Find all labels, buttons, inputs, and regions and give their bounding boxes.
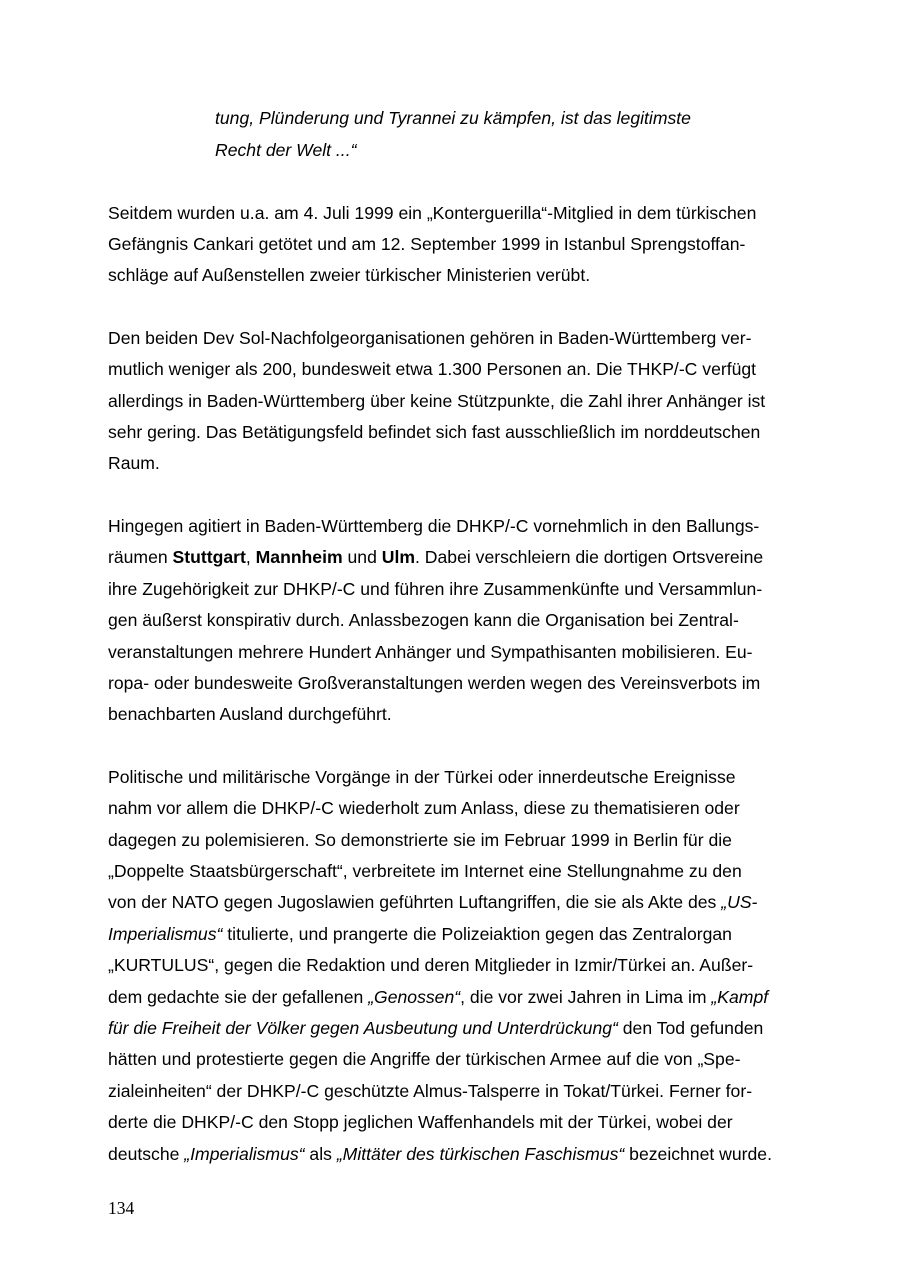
text-run: und xyxy=(342,547,382,567)
text-run: räumen xyxy=(108,547,173,567)
paragraph-line: allerdings in Baden-Württemberg über keine Stützpunkte, die Zahl ihrer Anhänger ist xyxy=(108,391,766,411)
paragraph-line: veranstaltungen mehrere Hundert Anhänger und Sympathisanten mobilisieren. Eu- xyxy=(108,642,753,662)
paragraph-line: Seitdem wurden u.a. am 4. Juli 1999 ein „Konterguerilla“-Mitglied in dem türkischen xyxy=(108,203,757,223)
text-run: als xyxy=(304,1144,337,1164)
text-run: von der NATO gegen Jugoslawien geführten Luftangriffen, die sie als Akte des xyxy=(108,892,722,912)
text-run: deutsche xyxy=(108,1144,185,1164)
paragraph-line: hätten und protestierte gegen die Angriffe der türkischen Armee auf die von „Spe- xyxy=(108,1049,741,1069)
bold-city: Stuttgart xyxy=(172,547,246,567)
paragraph-line: benachbarten Ausland durchgeführt. xyxy=(108,704,392,724)
paragraph-line xyxy=(108,892,757,912)
italic-quote: „US- xyxy=(721,892,758,912)
paragraph-line: gen äußerst konspirativ durch. Anlassbezogen kann die Organisation bei Zentral- xyxy=(108,610,739,630)
bold-city: Mannheim xyxy=(255,547,343,567)
italic-quote: „Mittäter des türkischen Faschismus“ xyxy=(336,1144,625,1164)
paragraph-line xyxy=(108,1144,772,1164)
paragraph-line: „Doppelte Staatsbürgerschaft“, verbreitete im Internet eine Stellungnahme zu den xyxy=(108,861,742,881)
quote-line: Recht der Welt ...“ xyxy=(215,140,357,160)
paragraph-line xyxy=(108,547,763,567)
page-number: 134 xyxy=(108,1198,135,1218)
paragraph-line: dagegen zu polemisieren. So demonstrierte sie im Februar 1999 in Berlin für die xyxy=(108,830,732,850)
text-run: . Dabei verschleiern die dortigen Ortsvereine xyxy=(415,547,764,567)
paragraph-line: Raum. xyxy=(108,453,160,473)
paragraph-line: Hingegen agitiert in Baden-Württemberg die DHKP/-C vornehmlich in den Ballungs- xyxy=(108,516,760,536)
italic-quote: „Kampf xyxy=(711,987,769,1007)
paragraph-line xyxy=(108,924,732,944)
paragraph-line: mutlich weniger als 200, bundesweit etwa 1.300 Personen an. Die THKP/-C verfügt xyxy=(108,359,757,379)
italic-quote: für die Freiheit der Völker gegen Ausbeutung und Unterdrückung“ xyxy=(108,1018,618,1038)
paragraph-line: Den beiden Dev Sol-Nachfolgeorganisationen gehören in Baden-Württemberg ver- xyxy=(108,328,752,348)
text-run: , die vor zwei Jahren in Lima im xyxy=(460,987,712,1007)
text-run: , xyxy=(245,547,256,567)
text-run: den Tod gefunden xyxy=(617,1018,764,1038)
paragraph-line: zialeinheiten“ der DHKP/-C geschützte Almus-Talsperre in Tokat/Türkei. Ferner for- xyxy=(108,1081,753,1101)
paragraph-line: nahm vor allem die DHKP/-C wiederholt zum Anlass, diese zu thematisieren oder xyxy=(108,798,740,818)
paragraph-line: Gefängnis Cankari getötet und am 12. September 1999 in Istanbul Sprengstoffan- xyxy=(108,234,746,254)
paragraph-line: derte die DHKP/-C den Stopp jeglichen Waffenhandels mit der Türkei, wobei der xyxy=(108,1112,733,1132)
paragraph-line: schläge auf Außenstellen zweier türkischer Ministerien verübt. xyxy=(108,265,591,285)
quote-line: tung, Plünderung und Tyrannei zu kämpfen, ist das legitimste xyxy=(215,108,691,128)
text-run: dem gedachte sie der gefallenen xyxy=(108,987,369,1007)
paragraph-line: sehr gering. Das Betätigungsfeld befindet sich fast ausschließlich im norddeutschen xyxy=(108,422,761,442)
paragraph-line xyxy=(108,987,768,1007)
paragraph-line: ihre Zugehörigkeit zur DHKP/-C und führen ihre Zusammenkünfte und Versammlun- xyxy=(108,579,763,599)
italic-quote: Imperialismus“ xyxy=(108,924,223,944)
bold-city: Ulm xyxy=(381,547,416,567)
paragraph-line xyxy=(108,1018,763,1038)
paragraph-line: Politische und militärische Vorgänge in der Türkei oder innerdeutsche Ereignisse xyxy=(108,767,736,787)
text-run: titulierte, und prangerte die Polizeiaktion gegen das Zentralorgan xyxy=(222,924,732,944)
paragraph-line: ropa- oder bundesweite Großveranstaltungen werden wegen des Vereinsverbots im xyxy=(108,673,761,693)
italic-quote: „Genossen“ xyxy=(368,987,461,1007)
paragraph-line: „KURTULUS“, gegen die Redaktion und deren Mitglieder in Izmir/Türkei an. Außer- xyxy=(108,955,754,975)
text-run: bezeichnet wurde. xyxy=(624,1144,772,1164)
italic-quote: „Imperialismus“ xyxy=(184,1144,305,1164)
